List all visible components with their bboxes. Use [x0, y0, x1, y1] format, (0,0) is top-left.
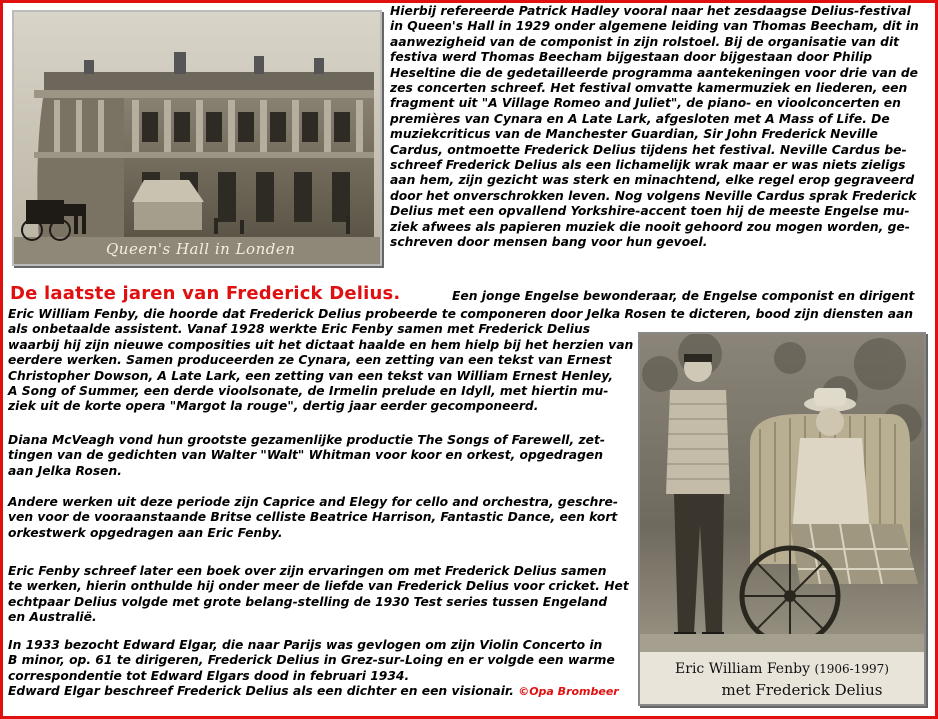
text-line: waarbij hij zijn nieuwe composities uit het dictaat haalde en hem hielp bij het herzien van	[8, 337, 634, 352]
text-line: aanwezigheid van de componist in zijn rolstoel. Bij de organisatie van dit	[390, 34, 900, 49]
caption-years: (1906-1997)	[814, 662, 889, 676]
text-line: in Queen's Hall in 1929 onder algemene leiding van Thomas Beecham, dit in	[390, 19, 919, 34]
text-line: ziek uit de korte opera "Margot la rouge", dertig jaar eerder gecomponeerd.	[8, 399, 539, 414]
text-line: als onbetaalde assistent. Vanaf 1928 werkte Eric Fenby samen met Frederick Delius	[8, 322, 591, 337]
text-line: Diana McVeagh vond hun grootste gezamenlijke productie The Songs of Farewell, zet-	[8, 433, 605, 447]
text-line: Eric Fenby schreef later een boek over zijn ervaringen om met Frederick Delius samen	[8, 564, 607, 578]
paragraph-elgar	[8, 638, 633, 700]
heading-tail-text: Een jonge Engelse bewonderaar, de Engelse componist en dirigent	[452, 289, 915, 303]
paragraph-book	[8, 564, 633, 626]
text-line: schreef Frederick Delius als een lichamelijk wrak maar er was niets zieligs	[390, 158, 906, 173]
text-line: fragment uit "A Village Romeo and Juliet", de piano- en vioolconcerten en	[390, 96, 901, 111]
text-line: ven voor de vooraanstaande Britse celliste Beatrice Harrison, Fantastic Dance, een kort	[8, 510, 618, 525]
text-line: echtpaar Delius volgde met grote belang-stelling de 1930 Test series tussen Engeland	[8, 594, 608, 609]
text-line: orkestwerk opgedragen aan Eric Fenby.	[8, 525, 283, 540]
text-line: tingen van de gedichten van Walter "Walt" Whitman voor koor en orkest, opgedragen	[8, 448, 603, 463]
text-line: ziek afwees als papieren muziek die nooit gehoord zou mogen worden, ge-	[390, 219, 910, 234]
text-line: Hierbij refereerde Patrick Hadley vooral naar het zesdaagse Delius-festival	[390, 4, 911, 18]
text-line: premières van Cynara en A Late Lark, afgesloten met A Mass of Life. De	[390, 111, 890, 126]
text-line: aan Jelka Rosen.	[8, 463, 122, 478]
text-line: zes concerten schreef. Het festival omvatte kamermuziek en liederen, een	[390, 81, 908, 96]
queens-hall-caption: Queen's Hall in Londen	[106, 240, 296, 258]
text-line: te werken, hierin onthulde hij onder meer de liefde van Frederick Delius voor cricket. Het	[8, 579, 629, 594]
text-line: Eric William Fenby, die hoorde dat Frederick Delius probeerde te componeren door Jelka Rosen te dicteren, bood zijn diensten aan	[8, 307, 914, 321]
text-line: festiva werd Thomas Beecham bijgestaan door bijgestaan door Philip	[390, 50, 873, 65]
queens-hall-photo	[12, 10, 382, 266]
text-line: Cardus, ontmoette Frederick Delius tijdens het festival. Neville Cardus be-	[390, 142, 907, 157]
signature: ©Opa Brombeer	[518, 685, 619, 699]
paragraph-festival	[390, 4, 930, 251]
text-line: door het onverschrokken leven. Nog volgens Neville Cardus sprak Frederick	[390, 188, 917, 203]
text-line: schreven door mensen bang voor hun gevoel.	[390, 235, 708, 250]
text-line: Heseltine die de gedetailleerde programma aantekeningen voor drie van de	[390, 65, 918, 80]
section-heading: De laatste jaren van Frederick Delius.	[10, 283, 401, 304]
text-line: Christopher Dowson, A Late Lark, een zetting van een tekst van William Ernest Henley,	[8, 368, 614, 383]
fenby-caption-line2: met Frederick Delius	[721, 681, 883, 699]
text-line: B minor, op. 61 te dirigeren, Frederick Delius in Grez-sur-Loing en er volgde een warme	[8, 653, 615, 668]
fenby-delius-photo	[638, 332, 926, 706]
text-line: aan hem, zijn gezicht was sterk en minachtend, elke regel erop gegraveerd	[390, 173, 915, 188]
text-line: eerdere werken. Samen produceerden ze Cynara, een zetting van een tekst van Ernest	[8, 353, 612, 368]
text-line: correspondentie tot Edward Elgars dood in februari 1934.	[8, 668, 410, 683]
caption-name: Eric William Fenby	[675, 661, 810, 677]
paragraph-mcveagh	[8, 433, 633, 479]
text-line: Andere werken uit deze periode zijn Caprice and Elegy for cello and orchestra, geschre-	[8, 495, 618, 509]
paragraph-other-works	[8, 495, 633, 541]
paragraph-fenby	[8, 307, 914, 415]
text-line-content: Edward Elgar beschreef Frederick Delius als een dichter en een visionair.	[8, 684, 514, 699]
text-line: A Song of Summer, een derde vioolsonate, de Irmelin prelude en Idyll, met hiertin mu-	[8, 384, 609, 399]
text-line: en Australië.	[8, 610, 97, 625]
fenby-caption-line1	[640, 658, 924, 680]
text-line: In 1933 bezocht Edward Elgar, die naar Parijs was gevlogen om zijn Violin Concerto in	[8, 638, 603, 652]
text-line	[8, 684, 633, 699]
text-line: muziekcriticus van de Manchester Guardian, Sir John Frederick Neville	[390, 127, 878, 142]
text-line: Delius met een opvallend Yorkshire-accent toen hij de meeste Engelse mu-	[390, 204, 910, 219]
